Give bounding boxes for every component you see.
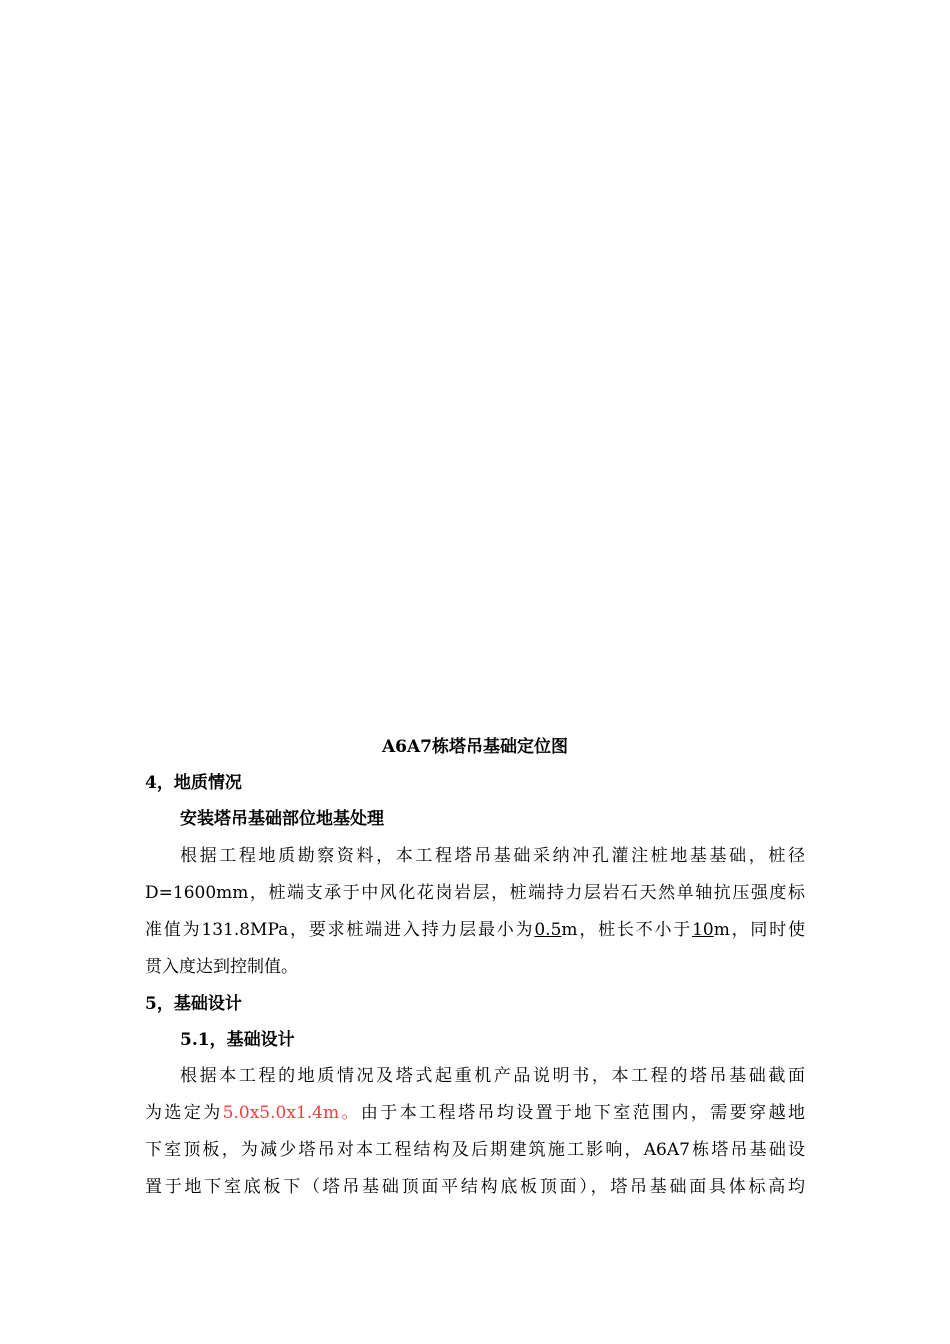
section-4-para-line-1: 根据工程地质勘察资料，本工程塔吊基础采纳冲孔灌注桩地基基础，桩径 <box>180 846 805 866</box>
section-4-para-line-2: D=1600mm，桩端支承于中风化花岗岩层，桩端持力层岩石天然单轴抗压强度标 <box>145 883 805 903</box>
min-pile-length-value: 10 <box>692 920 714 940</box>
section-5-para-line-1: 根据本工程的地质情况及塔式起重机产品说明书，本工程的塔吊基础截面 <box>180 1066 805 1086</box>
section-4-para-line-3-text-a: 准值为131.8MPa，要求桩端进入持力层最小为 <box>145 920 535 940</box>
section-4-para-line-3 <box>145 919 805 941</box>
figure-caption: A6A7栋塔吊基础定位图 <box>381 737 569 757</box>
section-5-heading: 5，基础设计 <box>145 994 242 1014</box>
foundation-section-size: 5.0x5.0x1.4m。 <box>222 1103 361 1123</box>
section-5-subheading: 5.1，基础设计 <box>180 1030 295 1050</box>
section-4-para-line-4: 贯入度达到控制值。 <box>145 957 298 977</box>
section-5-para-line-3: 下室顶板，为减少塔吊对本工程结构及后期建筑施工影响，A6A7栋塔吊基础设 <box>145 1140 805 1160</box>
section-5-para-line-2-text-a: 为选定为 <box>145 1103 223 1123</box>
section-5-para-line-2 <box>145 1102 805 1124</box>
section-5-para-line-4: 置于地下室底板下（塔吊基础顶面平结构底板顶面），塔吊基础面具体标高均 <box>145 1177 805 1197</box>
section-4-subheading: 安装塔吊基础部位地基处理 <box>180 809 384 829</box>
min-embed-depth-value: 0.5 <box>534 920 562 940</box>
section-5-para-line-2-text-b: 由于本工程塔吊均设置于地下室范围内，需要穿越地 <box>360 1103 805 1123</box>
section-4-para-line-3-text-b: m，桩长不小于 <box>561 920 693 940</box>
section-4-heading: 4，地质情况 <box>145 773 242 793</box>
section-4-para-line-3-text-c: m，同时使 <box>713 920 806 940</box>
